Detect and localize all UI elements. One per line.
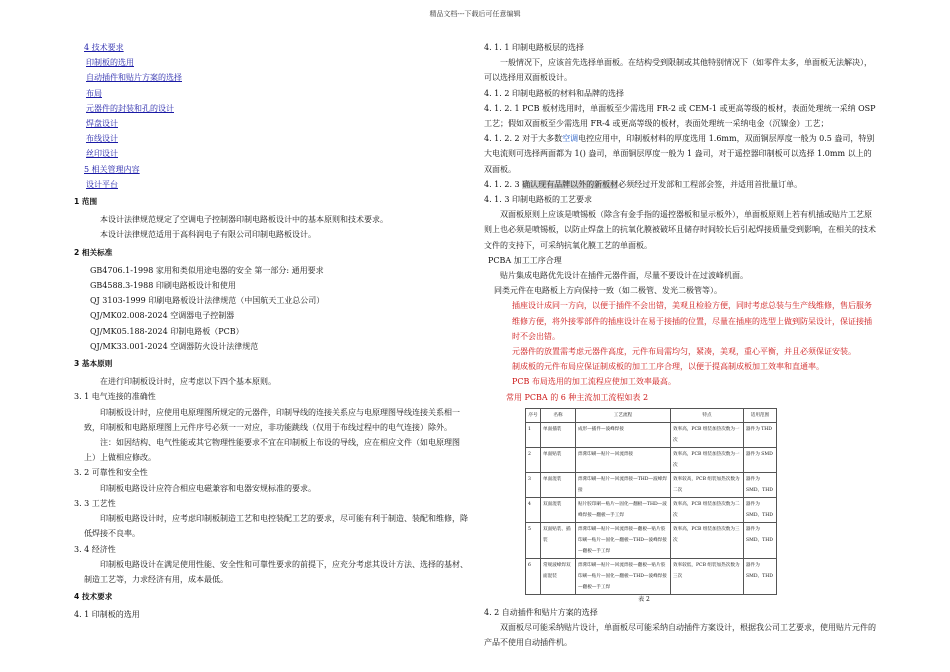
subsection-heading: 4. 1. 1 印制电路板层的选择 [484,43,584,52]
red-note: PCB 布局选用的加工流程应使加工效率最高。 [512,377,676,387]
table-cell: 器件为 SMD、THD [744,522,777,558]
text-run: 必须经过开发部和工程部会签，并适用首批量订单。 [618,179,803,189]
toc-link[interactable]: 布线设计 [86,134,118,144]
table-cell: 效率较低，PCB 组装加热次数为三次 [671,558,744,594]
table-cell: 单面贴装 [541,447,576,472]
table-row [526,558,777,594]
table-row [526,447,777,472]
table-cell: 焊膏印刷—贴片—回流焊接 [576,447,671,472]
table-row [526,522,777,558]
paragraph: 一般情况下，应该首先选择单面板。在结构受到限制或其他特别情况下（如零件太多，单面板无法解决），可以选择用双面板设计。 [484,58,872,83]
table-cell: 器件为 SMD、THD [744,558,777,594]
table-row [526,472,777,497]
page-header: 精品文档---下载后可任意编辑 [429,10,521,18]
paragraph: 印制板电路设计应符合相应电磁兼容和电器安规标准的要求。 [100,483,316,493]
table-cell: 成形—插件—波峰焊接 [576,422,671,447]
process-table [525,408,777,595]
toc-link[interactable]: 焊盘设计 [86,119,118,129]
table-header-cell: 特点 [671,408,744,422]
table-cell: 单面混装 [541,472,576,497]
section-heading: 4 技术要求 [74,592,113,602]
table-of-contents [84,40,469,192]
table-row [526,422,777,447]
paragraph: 印制板设计时，应使用电原理图所规定的元器件，印制导线的连接关系应与电原理图导线连接关系相一致，印制板和电路原理图上元件序号必须一一对应，非功能跳线（仅用于布线过程中的电气连接）除外。 [84,407,460,432]
left-column [74,40,469,623]
table-cell: 双面贴装、插装 [541,522,576,558]
standard-item: QJ/MK33.001-2024 空调器防火设计法律规范 [90,341,259,351]
standard-item: GB4588.3-1988 印刷电路板设计和使用 [90,281,236,291]
table-cell: 焊膏印刷—贴片—回流焊接—翻板—贴片胶印刷—贴片—固化—翻板—THD—波峰焊接—翻板—手工焊 [576,558,671,594]
toc-link[interactable]: 4 技术要求 [84,43,124,52]
toc-link[interactable]: 自动插件和贴片方案的选择 [86,73,182,83]
text-run: 4. 1. 2. 3 [484,179,523,189]
table-row [526,497,777,522]
table-cell: 焊膏印刷—贴片—回流焊接—THD—波峰焊接 [576,472,671,497]
table-header-cell: 适用范围 [744,408,777,422]
highlighted-text: 确认现有品牌以外的新板材 [522,179,619,189]
table-cell: 器件为 THD [744,422,777,447]
subsection-heading: 4. 1. 3 印制电路板的工艺要求 [484,195,592,205]
standard-item: QJ/MK05.188-2024 印制电路板（PCB） [90,326,244,336]
subsection-heading: 3. 1 电气连接的准确性 [74,392,156,402]
table-header-cell: 工艺流程 [576,408,671,422]
paragraph: 印制板电路设计在满足使用性能、安全性和可靠性要求的前提下，应充分考虑其设计方法、选择的基材、制造工艺等，力求经济有用，成本最低。 [84,559,468,584]
table-header-row [526,408,777,422]
table-cell: 器件为 SMD [744,447,777,472]
table-cell: 3 [526,472,541,497]
table-cell: 单面插装 [541,422,576,447]
paragraph [484,131,879,177]
red-note: 制成板的元件布局应保证制成板的加工工序合理，以便于提高制成板加工效率和直通率。 [512,362,824,372]
table-cell: 效率较高，PCB 组装加热次数为二次 [671,472,744,497]
subsection-heading: PCBA 加工工序合理 [488,255,562,265]
toc-link[interactable]: 布局 [86,88,102,98]
table-caption: 表 2 [638,595,650,603]
paragraph: 同类元件在电路板上方向保持一致（如二极管、发光二极管等）。 [494,286,722,296]
subsection-heading: 4. 2 自动插件和贴片方案的选择 [484,607,598,617]
toc-link[interactable]: 5 相关管理内容 [84,164,140,174]
highlighted-term: 空调 [562,134,579,144]
text-run: 电控应用中，印制板材料的厚度选用 1.6mm，双面铜层厚度一般为 0.5 盎司，特别大电流则可选择两面都为 1() 盎司，单面铜层厚度一般为 1 盎司，对于遥控器印制板可以选择 1.0mm 以上的双面板。 [484,134,875,174]
table-cell: 贴片胶印刷—贴片—固化—翻板—THD—波峰焊接—翻板—手工焊 [576,497,671,522]
table-cell: 器件为 SMD、THD [744,497,777,522]
paragraph: 双面板尽可能采纳贴片设计，单面板尽可能采纳自动插件方案设计，根据我公司工艺要求，使用贴片元件的产品不使用自动插件机。 [484,623,876,648]
subsection-heading: 4. 1. 2 印制电路板的材料和品牌的选择 [484,88,624,98]
table-cell: 效率高，PCB 组装加热次数为二次 [671,497,744,522]
toc-link[interactable]: 印制板的选用 [86,58,134,68]
section-heading: 2 相关标准 [74,247,113,257]
table-cell: 器件为 SMD、THD [744,472,777,497]
table-cell: 焊膏印刷—贴片—回流焊接—翻板—贴片胶印刷—贴片—固化—翻板—THD—波峰焊接—翻板—手工焊 [576,522,671,558]
section-heading: 3 基本原则 [74,359,113,369]
subsection-heading: 3. 4 经济性 [74,544,116,554]
table-cell: 效率高，PCB 组装加热次数为三次 [671,522,744,558]
table-cell: 双面混装 [541,497,576,522]
paragraph: 本设计法律规范适用于高科润电子有限公司印制电路板设计。 [100,230,316,240]
paragraph: 在进行印制板设计时，应考虑以下四个基本原则。 [100,377,276,387]
toc-link[interactable]: 丝印设计 [86,149,118,159]
subsection-heading: 4. 1 印制板的选用 [74,610,140,620]
standard-item: GB4706.1-1998 家用和类似用途电器的安全 第一部分: 通用要求 [90,265,324,275]
paragraph: 注：如因结构、电气性能或其它物理性能要求不宜在印制板上布设的导线，应在相应文件（如电原理图上）上做相应修改。 [84,438,460,463]
table-cell: 常规波峰焊双面混装 [541,558,576,594]
toc-link[interactable]: 设计平台 [86,179,118,189]
standard-item: QJ 3103-1999 印刷电路板设计法律规范（中国航天工业总公司） [90,296,325,306]
table-cell: 4 [526,497,541,522]
table-cell: 2 [526,447,541,472]
toc-link[interactable]: 元器件的封装和孔的设计 [86,103,174,113]
red-note: 元器件的放置需考虑元器件高度，元件布局需均匀，紧凑，美观，重心平衡，并且必须保证安装。 [512,347,856,357]
table-header-cell: 名称 [541,408,576,422]
table-cell: 效率高，PCB 组装加热次数为一次 [671,422,744,447]
table-cell: 效率高，PCB 组装加热次数为一次 [671,447,744,472]
paragraph [484,177,879,192]
subsection-heading: 3. 2 可靠性和安全性 [74,468,148,478]
table-cell: 6 [526,558,541,594]
table-cell: 1 [526,422,541,447]
text-run: 4. 1. 2. 2 对于大多数 [484,134,563,144]
red-note: 插座设计成同一方向，以便于插件不会出错，美观且检验方便，同时考虑总装与生产线维修，售后服务维修方便，将外接零部件的插座设计在易于接插的位置，尽量在插座的选型上做到防呆设计，保证接插时不会出错。 [512,301,872,341]
subsection-heading: 3. 3 工艺性 [74,498,116,508]
standard-item: QJ/MK02.008-2024 空调器电子控制器 [90,311,235,321]
table-cell: 5 [526,522,541,558]
paragraph: 4. 1. 2. 1 PCB 板材选用时，单面板至少需选用 FR-2 或 CEM-1 或更高等级的板材，表面处理统一采纳 OSP 工艺；假如双面板至少需选用 FR-4 或更高等级的板材，表面处理统一采纳电金（沉镍金）工艺； [484,103,876,129]
paragraph: 贴片集成电路优先设计在插件元器件面，尽量不要设计在过波峰机面。 [500,271,748,281]
paragraph: 双面板原则上应该是喷锡板（除含有金手指的遥控器板和显示板外），单面板原则上若有机插或贴片工艺原则上也必须是喷锡板，以防止焊盘上的抗氧化膜被破坏且储存时间较长后引起焊接质量受到影响，在相关的技术文件的支持下，可采纳抗氧化膜工艺的单面板。 [484,210,876,250]
right-column [484,40,879,650]
table-header-cell: 序号 [526,408,541,422]
section-heading: 1 范围 [74,197,98,207]
paragraph: 印制板电路设计时，应考虑印制板制造工艺和电控装配工艺的要求，尽可能有利于制造、装配和维修，降低焊接不良率。 [84,514,468,539]
red-note: 常用 PCBA 的 6 种主流加工流程如表 2 [506,392,649,402]
paragraph: 本设计法律规范规定了空调电子控制器印制电路板设计中的基本原则和技术要求。 [100,215,388,225]
